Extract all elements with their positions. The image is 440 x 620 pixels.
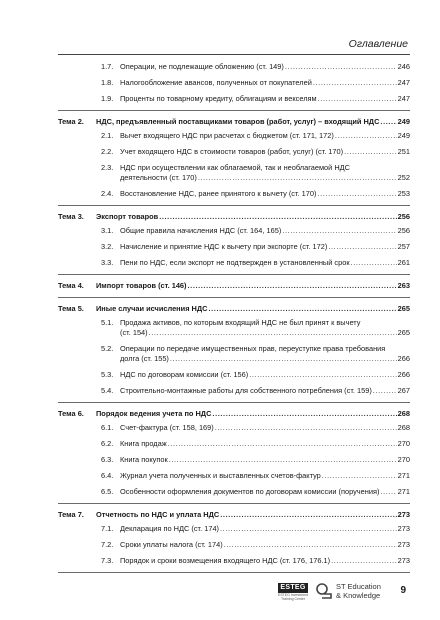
item-number: 5.2. bbox=[101, 344, 114, 353]
item-page-number: 266 bbox=[397, 370, 410, 379]
toc-item-row[interactable] bbox=[58, 540, 410, 550]
toc-item-row[interactable] bbox=[58, 78, 410, 88]
dot-leader bbox=[169, 455, 397, 465]
toc-topic-row[interactable] bbox=[58, 212, 410, 222]
item-text: Сроки уплаты налога (ст. 174) bbox=[120, 540, 223, 549]
dot-leader bbox=[149, 328, 397, 338]
item-number: 6.5. bbox=[101, 487, 114, 496]
toc-topic-row[interactable] bbox=[58, 304, 410, 314]
item-text: Книга продаж bbox=[120, 439, 167, 448]
item-text: Начисление и принятие НДС к вычету при экспорте (ст. 172) bbox=[120, 242, 328, 251]
dot-leader bbox=[224, 540, 397, 550]
esteg-logo-subtitle: ESTEG Investment Training Center bbox=[278, 593, 308, 601]
item-page-number: 273 bbox=[397, 556, 410, 565]
item-number: 3.3. bbox=[101, 258, 114, 267]
st-education-line-1: ST Education bbox=[336, 582, 381, 591]
item-page-number: 253 bbox=[397, 189, 410, 198]
toc-item-row[interactable] bbox=[58, 556, 410, 566]
item-page-number: 268 bbox=[397, 423, 410, 432]
section-separator bbox=[58, 297, 410, 298]
item-text: Общие правила начисления НДС (ст. 164, 165) bbox=[120, 226, 282, 235]
dot-leader bbox=[285, 62, 397, 72]
toc-item-row[interactable] bbox=[58, 370, 410, 380]
item-text: Журнал учета полученных и выставленных счетов-фактур bbox=[120, 471, 321, 480]
toc-item-row[interactable] bbox=[58, 344, 410, 364]
item-line bbox=[120, 163, 410, 173]
item-number: 2.3. bbox=[101, 163, 114, 172]
dot-leader bbox=[351, 258, 397, 268]
item-page-number: 270 bbox=[397, 455, 410, 464]
item-page-number: 267 bbox=[397, 386, 410, 395]
item-page-number: 256 bbox=[397, 226, 410, 235]
item-line bbox=[120, 189, 410, 199]
toc-item-row[interactable] bbox=[58, 163, 410, 183]
toc-topic-row[interactable] bbox=[58, 510, 410, 520]
table-of-contents bbox=[58, 62, 410, 579]
item-page-number: 273 bbox=[397, 524, 410, 533]
topic-page-number: 273 bbox=[397, 510, 410, 519]
item-text: НДС по договорам комиссии (ст. 156) bbox=[120, 370, 249, 379]
item-number: 6.2. bbox=[101, 439, 114, 448]
item-number: 2.4. bbox=[101, 189, 114, 198]
item-page-number: 273 bbox=[397, 540, 410, 549]
item-line bbox=[120, 386, 410, 396]
item-line bbox=[120, 540, 410, 550]
item-text: Проценты по товарному кредиту, облигациям и векселям bbox=[120, 94, 317, 103]
item-text: Особенности оформления документов по договорам комиссии (поручения) bbox=[120, 487, 380, 496]
topic-title: НДС, предъявленный поставщиками товаров (работ, услуг) – входящий НДС bbox=[96, 117, 380, 126]
item-text: Порядок и сроки возмещения входящего НДС (ст. 176, 176.1) bbox=[120, 556, 331, 565]
dot-leader bbox=[220, 510, 396, 520]
item-number: 3.2. bbox=[101, 242, 114, 251]
item-number: 1.8. bbox=[101, 78, 114, 87]
item-text: Книга покупок bbox=[120, 455, 168, 464]
toc-item-row[interactable] bbox=[58, 318, 410, 338]
item-page-number: 251 bbox=[397, 147, 410, 156]
toc-item-row[interactable] bbox=[58, 147, 410, 157]
dot-leader bbox=[170, 354, 397, 364]
item-page-number: 247 bbox=[397, 94, 410, 103]
toc-item-row[interactable] bbox=[58, 386, 410, 396]
dot-leader bbox=[198, 173, 397, 183]
item-line bbox=[120, 131, 410, 141]
section-separator bbox=[58, 503, 410, 504]
dot-leader bbox=[249, 370, 396, 380]
item-text: Налогообложение авансов, полученных от покупателей bbox=[120, 78, 312, 87]
topic-label: Тема 2. bbox=[58, 117, 84, 126]
item-page-number: 271 bbox=[397, 471, 410, 480]
item-text: Операции, не подлежащие обложению (ст. 149) bbox=[120, 62, 284, 71]
dot-leader bbox=[215, 423, 397, 433]
item-text: Пени по НДС, если экспорт не подтвержден в установленный срок bbox=[120, 258, 350, 267]
item-text: Учет входящего НДС в стоимости товаров (работ, услуг) (ст. 170) bbox=[120, 147, 344, 156]
item-number: 5.3. bbox=[101, 370, 114, 379]
topic-title: Импорт товаров (ст. 146) bbox=[96, 281, 187, 290]
dot-leader bbox=[344, 147, 397, 157]
dot-leader bbox=[318, 94, 397, 104]
item-line bbox=[120, 423, 410, 433]
dot-leader bbox=[159, 212, 396, 222]
item-page-number: 252 bbox=[397, 173, 410, 182]
topic-title: Экспорт товаров bbox=[96, 212, 159, 221]
item-line bbox=[120, 328, 410, 338]
item-line bbox=[120, 173, 410, 183]
dot-leader bbox=[282, 226, 396, 236]
toc-item-row[interactable] bbox=[58, 487, 410, 497]
dot-leader bbox=[168, 439, 397, 449]
item-page-number: 266 bbox=[397, 354, 410, 363]
item-page-number: 265 bbox=[397, 328, 410, 337]
toc-item-row[interactable] bbox=[58, 226, 410, 236]
topic-title: Порядок ведения учета по НДС bbox=[96, 409, 212, 418]
toc-item-row[interactable] bbox=[58, 62, 410, 72]
item-page-number: 257 bbox=[397, 242, 410, 251]
toc-topic-row[interactable] bbox=[58, 409, 410, 419]
item-line bbox=[120, 78, 410, 88]
topic-line bbox=[96, 304, 410, 314]
header-rule bbox=[58, 54, 410, 55]
st-education-line-2: & Knowledge bbox=[336, 591, 381, 600]
item-line bbox=[120, 147, 410, 157]
item-page-number: 247 bbox=[397, 78, 410, 87]
item-number: 6.1. bbox=[101, 423, 114, 432]
item-line bbox=[120, 439, 410, 449]
topic-label: Тема 3. bbox=[58, 212, 84, 221]
item-number: 1.9. bbox=[101, 94, 114, 103]
dot-leader bbox=[331, 556, 397, 566]
toc-item-row[interactable] bbox=[58, 455, 410, 465]
toc-item-row[interactable] bbox=[58, 439, 410, 449]
dot-leader bbox=[188, 281, 397, 291]
item-line bbox=[120, 471, 410, 481]
topic-line bbox=[96, 409, 410, 419]
section-separator bbox=[58, 572, 410, 573]
section-separator bbox=[58, 110, 410, 111]
toc-item-row[interactable] bbox=[58, 94, 410, 104]
item-page-number: 271 bbox=[397, 487, 410, 496]
topic-label: Тема 5. bbox=[58, 304, 84, 313]
item-text: Счет-фактура (ст. 158, 169) bbox=[120, 423, 214, 432]
item-line bbox=[120, 524, 410, 534]
toc-item-row[interactable] bbox=[58, 131, 410, 141]
topic-line bbox=[96, 117, 410, 127]
dot-leader bbox=[380, 487, 396, 497]
dot-leader bbox=[335, 131, 397, 141]
item-line bbox=[120, 556, 410, 566]
item-line bbox=[120, 370, 410, 380]
dot-leader bbox=[322, 471, 397, 481]
item-number: 6.4. bbox=[101, 471, 114, 480]
item-text: НДС при осуществлении как облагаемой, так и необлагаемой НДС bbox=[120, 163, 351, 172]
item-line bbox=[120, 354, 410, 364]
item-line bbox=[120, 94, 410, 104]
toc-item-row[interactable] bbox=[58, 258, 410, 268]
topic-page-number: 256 bbox=[397, 212, 410, 221]
dot-leader bbox=[212, 409, 396, 419]
item-number: 7.2. bbox=[101, 540, 114, 549]
dot-leader bbox=[220, 524, 397, 534]
item-line bbox=[120, 258, 410, 268]
item-text: (ст. 154) bbox=[120, 328, 148, 337]
st-education-logo-text bbox=[336, 582, 381, 600]
item-text: Операции по передаче имущественных прав, переуступке права требования bbox=[120, 344, 386, 353]
dot-leader bbox=[317, 189, 396, 199]
item-number: 1.7. bbox=[101, 62, 114, 71]
section-separator bbox=[58, 205, 410, 206]
topic-title: Отчетность по НДС и уплата НДС bbox=[96, 510, 220, 519]
toc-item-row[interactable] bbox=[58, 189, 410, 199]
toc-topic-row[interactable] bbox=[58, 117, 410, 127]
item-line bbox=[120, 226, 410, 236]
item-number: 3.1. bbox=[101, 226, 114, 235]
topic-page-number: 263 bbox=[397, 281, 410, 290]
dot-leader bbox=[373, 386, 397, 396]
item-line bbox=[120, 242, 410, 252]
topic-page-number: 268 bbox=[397, 409, 410, 418]
toc-item-row[interactable] bbox=[58, 471, 410, 481]
item-text: Восстановление НДС, ранее принятого к вычету (ст. 170) bbox=[120, 189, 317, 198]
page-header-title: Оглавление bbox=[348, 38, 408, 50]
topic-label: Тема 6. bbox=[58, 409, 84, 418]
item-page-number: 270 bbox=[397, 439, 410, 448]
item-number: 5.4. bbox=[101, 386, 114, 395]
item-text: Декларация по НДС (ст. 174) bbox=[120, 524, 220, 533]
item-line bbox=[120, 455, 410, 465]
item-text: Строительно-монтажные работы для собственного потребления (ст. 159) bbox=[120, 386, 372, 395]
item-page-number: 246 bbox=[397, 62, 410, 71]
item-number: 2.1. bbox=[101, 131, 114, 140]
esteg-logo bbox=[278, 583, 308, 601]
item-line bbox=[120, 62, 410, 72]
toc-item-row[interactable] bbox=[58, 524, 410, 534]
item-page-number: 249 bbox=[397, 131, 410, 140]
item-number: 7.3. bbox=[101, 556, 114, 565]
item-text: долга (ст. 155) bbox=[120, 354, 169, 363]
topic-label: Тема 7. bbox=[58, 510, 84, 519]
item-page-number: 261 bbox=[397, 258, 410, 267]
item-text: Вычет входящего НДС при расчетах с бюджетом (ст. 171, 172) bbox=[120, 131, 334, 140]
topic-line bbox=[96, 212, 410, 222]
dot-leader bbox=[328, 242, 396, 252]
section-separator bbox=[58, 402, 410, 403]
item-line bbox=[120, 344, 410, 354]
item-number: 6.3. bbox=[101, 455, 114, 464]
topic-page-number: 265 bbox=[397, 304, 410, 313]
item-line bbox=[120, 318, 410, 328]
dot-leader bbox=[209, 304, 397, 314]
item-number: 5.1. bbox=[101, 318, 114, 327]
item-number: 7.1. bbox=[101, 524, 114, 533]
page-number: 9 bbox=[400, 585, 406, 596]
toc-topic-row[interactable] bbox=[58, 281, 410, 291]
dot-leader bbox=[313, 78, 397, 88]
esteg-logo-text: ESTEG bbox=[278, 583, 308, 593]
topic-page-number: 249 bbox=[397, 117, 410, 126]
section-separator bbox=[58, 274, 410, 275]
topic-line bbox=[96, 510, 410, 520]
topic-label: Тема 4. bbox=[58, 281, 84, 290]
st-education-logo bbox=[316, 581, 386, 601]
item-text: деятельности (ст. 170) bbox=[120, 173, 197, 182]
item-number: 2.2. bbox=[101, 147, 114, 156]
item-line bbox=[120, 487, 410, 497]
topic-title: Иные случаи исчисления НДС bbox=[96, 304, 208, 313]
toc-item-row[interactable] bbox=[58, 423, 410, 433]
toc-item-row[interactable] bbox=[58, 242, 410, 252]
dot-leader bbox=[380, 117, 396, 127]
item-text: Продажа активов, по которым входящий НДС не был принят к вычету bbox=[120, 318, 361, 327]
topic-line bbox=[96, 281, 410, 291]
st-education-logo-icon bbox=[316, 582, 333, 599]
